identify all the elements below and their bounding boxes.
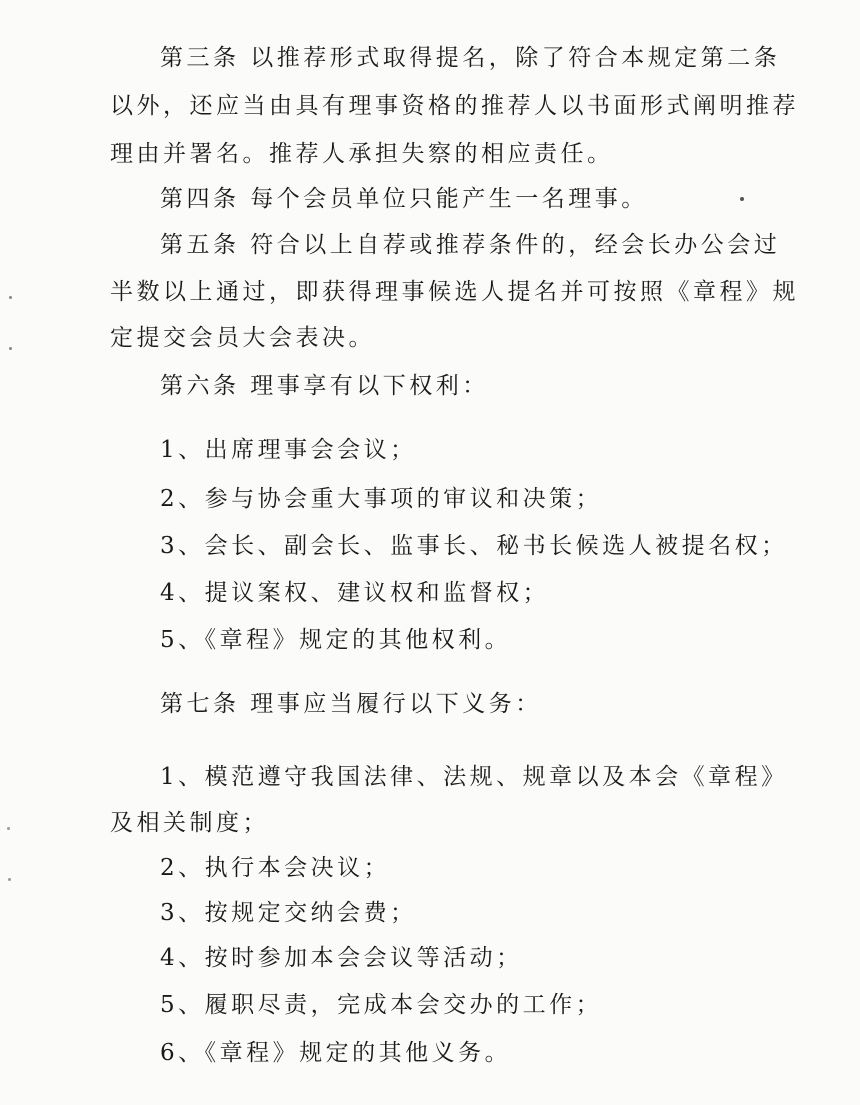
article-6-item: 2、参与协会重大事项的审议和决策； (160, 486, 603, 512)
article-3-line-1: 第三条 以推荐形式取得提名，除了符合本规定第二条 (160, 45, 781, 71)
article-6-item: 1、出席理事会会议； (160, 437, 417, 463)
article-7-item: 4、按时参加本会会议等活动； (160, 945, 523, 971)
scan-speck (7, 827, 10, 830)
article-7-item: 2、执行本会决议； (160, 855, 391, 881)
article-6-item: 4、提议案权、建议权和监督权； (160, 580, 550, 606)
article-7-item-1-line-1: 1、模范遵守我国法律、法规、规章以及本会《章程》 (160, 764, 788, 790)
article-3-line-2: 以外，还应当由具有理事资格的推荐人以书面形式阐明推荐 (110, 93, 799, 119)
scan-speck (9, 296, 12, 299)
article-3-line-3: 理由并署名。推荐人承担失察的相应责任。 (110, 141, 614, 167)
article-5-line-3: 定提交会员大会表决。 (110, 325, 375, 351)
article-5-line-2: 半数以上通过，即获得理事候选人提名并可按照《章程》规 (110, 279, 799, 305)
article-7-item-1-line-2: 及相关制度； (110, 810, 269, 836)
scan-speck (8, 878, 11, 881)
article-6-item: 5、《章程》规定的其他权利。 (160, 627, 512, 653)
article-5-line-1: 第五条 符合以上自荐或推荐条件的，经会长办公会过 (160, 232, 781, 258)
article-6-heading: 第六条 理事享有以下权利： (160, 373, 489, 399)
article-7-item: 3、按规定交纳会费； (160, 900, 417, 926)
article-6-item: 3、会长、副会长、监事长、秘书长候选人被提名权； (160, 533, 788, 559)
article-7-heading: 第七条 理事应当履行以下义务： (160, 691, 542, 717)
article-4-line-1: 第四条 每个会员单位只能产生一名理事。 (160, 186, 648, 212)
scan-speck (740, 197, 744, 201)
article-7-item: 6、《章程》规定的其他义务。 (160, 1040, 512, 1066)
scan-speck (9, 347, 12, 350)
article-7-item: 5、履职尽责，完成本会交办的工作； (160, 992, 603, 1018)
